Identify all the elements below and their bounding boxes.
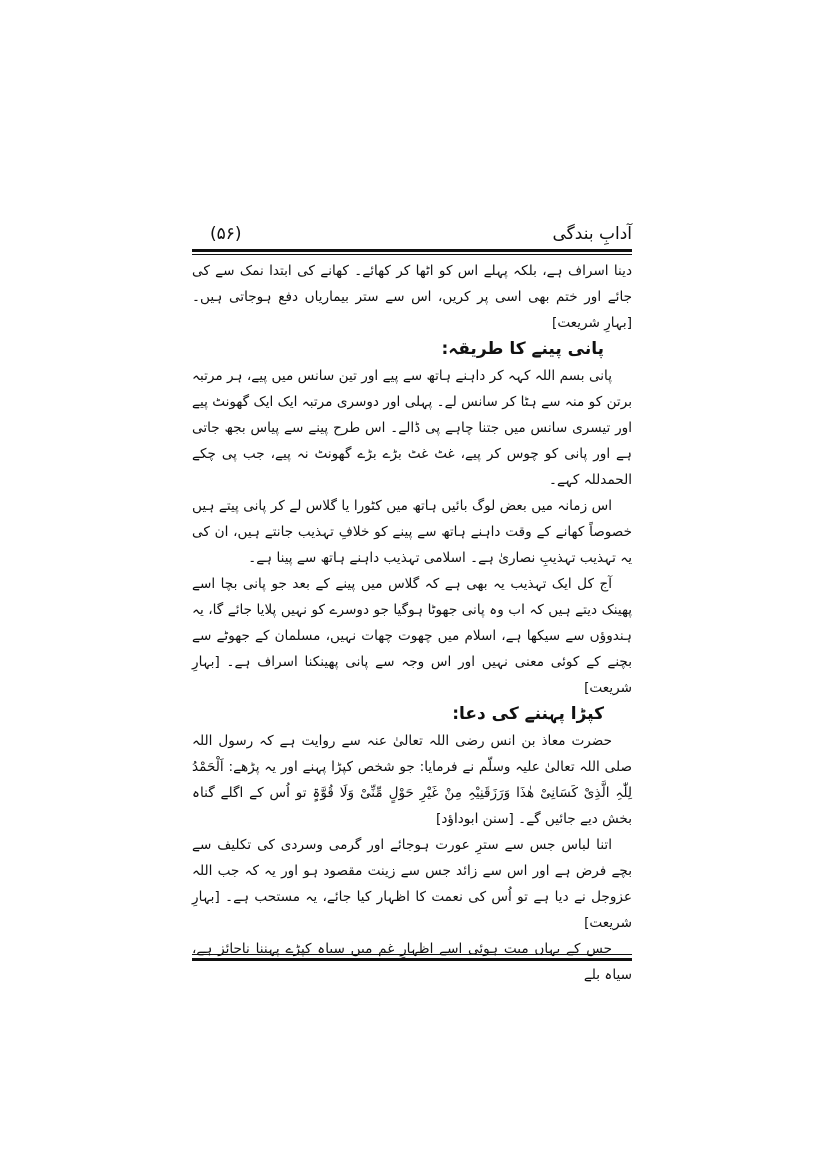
footer-rule-thick bbox=[192, 958, 632, 961]
paragraph: جس کے یہاں میت ہوئی اسے اظہارِ غم میں سیاہ کپڑے پہننا ناجائز ہے، سیاہ بلے bbox=[192, 941, 632, 983]
paragraph: آج کل ایک تہذیب یہ بھی ہے کہ گلاس میں پینے کے بعد جو پانی بچا اسے پھینک دیتے ہیں کہ اب وہ پانی جھوٹا ہوگیا جو دوسرے کو نہیں پلایا جائے گا، یہ ہندوؤں سے سیکھا ہے، اسلام میں چھوت چھات نہیں، مسلمان کے جھوٹے سے بچنے کے کوئی معنی نہیں اور اس وجہ سے پانی پھینکنا اسراف ہے۔ [بہارِ شریعت] bbox=[192, 576, 632, 696]
section-heading-drinking-water: پانی پینے کا طریقہ: bbox=[441, 339, 604, 359]
paragraph: اتنا لباس جس سے سترِ عورت ہوجائے اور گرمی وسردی کی تکلیف سے بچے فرض ہے اور اس سے زائد جس سے زینت مقصود ہو اور یہ کہ جب اللہ عزوجل نے دیا ہے تو اُس کی نعمت کا اظہار کیا جائے، یہ مستحب ہے۔ [بہارِ شریعت] bbox=[192, 837, 632, 931]
section-heading-clothing-dua: کپڑا پہننے کی دعا: bbox=[452, 704, 604, 724]
running-title: آدابِ بندگی bbox=[552, 224, 632, 244]
page-number: (۵۶) bbox=[210, 224, 242, 244]
paragraph: پانی بسم اللہ کہہ کر داہنے ہاتھ سے پیے اور تین سانس میں پیے، ہر مرتبہ برتن کو منہ سے ہٹا کر سانس لے۔ پہلی اور دوسری مرتبہ ایک ایک گھونٹ پیے اور تیسری سانس میں جتنا چاہے پی ڈالے۔ اس طرح پینے سے پیاس بجھ جاتی ہے اور پانی کو چوس کر پیے، غٹ غٹ بڑے بڑے گھونٹ نہ پیے، جب پی چکے الحمدللہ کہے۔ bbox=[192, 368, 632, 488]
paragraph: حضرت معاذ بن انس رضی اللہ تعالیٰ عنہ سے روایت ہے کہ رسول اللہ صلی اللہ تعالیٰ علیہ وسلّم نے فرمایا: جو شخص کپڑا پہنے اور یہ پڑھے: اَلْحَمْدُ لِلّٰہِ الَّذِیْ کَسَانِیْ ھٰذَا وَرَزَقَنِیْہِ مِنْ غَیْرِ حَوْلٍ مِّنِّیْ وَلَا قُوَّۃٍ تو اُس کے اگلے گناہ بخش دیے جائیں گے۔ [سنن ابوداؤد] bbox=[192, 733, 632, 827]
book-page bbox=[192, 222, 632, 983]
header-rule-thin bbox=[192, 254, 632, 255]
paragraph: دینا اسراف ہے، بلکہ پہلے اس کو اٹھا کر کھائے۔ کھانے کی ابتدا نمک سے کی جائے اور ختم بھی اسی پر کریں، اس سے ستر بیماریاں دفع ہوجاتی ہیں۔ [بہارِ شریعت] bbox=[192, 263, 632, 331]
page-body bbox=[192, 258, 632, 988]
footer-rule-thin bbox=[192, 954, 632, 955]
page-header bbox=[192, 222, 632, 252]
paragraph: اس زمانہ میں بعض لوگ بائیں ہاتھ میں کٹورا یا گلاس لے کر پانی پیتے ہیں خصوصاً کھانے کے وقت داہنے ہاتھ سے پینے کو خلافِ تہذیب جانتے ہیں، ان کی یہ تہذیب تہذیبِ نصاریٰ ہے۔ اسلامی تہذیب داہنے ہاتھ سے پینا ہے۔ bbox=[192, 498, 632, 566]
header-rule-thick bbox=[192, 249, 632, 252]
